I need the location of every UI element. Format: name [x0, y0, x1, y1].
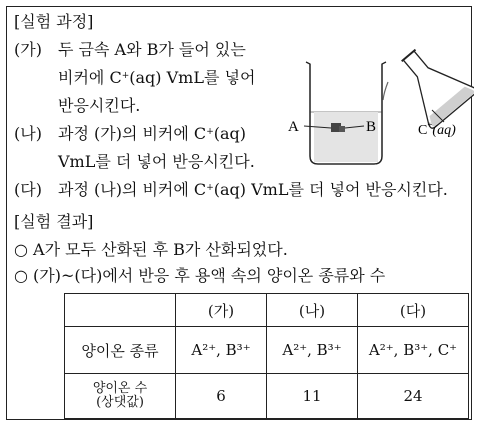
step-ga-line1: 두 금속 A와 B가 들어 있는	[58, 40, 246, 59]
procedure-heading: [실험 과정]	[14, 12, 94, 31]
label-c: C+(aq)	[418, 120, 456, 138]
header-blank	[65, 294, 176, 327]
table-header-row	[65, 294, 469, 327]
ion-count-ga: 6	[176, 374, 267, 419]
label-a: A	[288, 119, 299, 135]
result-bullet-2: ○ (가)~(다)에서 반응 후 용액 속의 양이온 종류와 수	[14, 266, 386, 285]
ion-types-da: A²⁺, B³⁺, C⁺	[358, 327, 469, 374]
ion-count-da: 24	[358, 374, 469, 419]
ion-types-ga: A²⁺, B³⁺	[176, 327, 267, 374]
step-da-label: (다)	[14, 180, 42, 199]
table-row-ion-types	[65, 327, 469, 374]
step-ga-label: (가)	[14, 40, 42, 59]
result-bullet-1: ○ A가 모두 산화된 후 B가 산화되었다.	[14, 240, 288, 259]
col-header-na: (나)	[267, 294, 358, 327]
row-label-ion-counts: 양이온 수 (상댓값)	[65, 374, 176, 419]
step-na-line1: 과정 (가)의 비커에 C+(aq)	[58, 124, 246, 143]
flask-icon	[386, 42, 474, 130]
row-label-ion-types: 양이온 종류	[65, 327, 176, 374]
beaker-flask-figure	[284, 42, 474, 172]
ion-table	[64, 293, 469, 419]
col-header-ga: (가)	[176, 294, 267, 327]
step-na-line2: VmL를 더 넣어 반응시킨다.	[58, 152, 255, 171]
step-da-line: 과정 (나)의 비커에 C+(aq) VmL를 더 넣어 반응시킨다.	[58, 180, 448, 199]
label-b: B	[366, 119, 377, 135]
table-row-ion-counts	[65, 374, 469, 419]
ion-types-na: A²⁺, B³⁺	[267, 327, 358, 374]
col-header-da: (다)	[358, 294, 469, 327]
step-na-label: (나)	[14, 124, 42, 143]
step-ga-line3: 반응시킨다.	[58, 96, 141, 115]
step-ga-line2: 비커에 C+(aq) VmL를 넣어	[58, 68, 256, 87]
ion-count-na: 11	[267, 374, 358, 419]
results-heading: [실험 결과]	[14, 212, 94, 231]
